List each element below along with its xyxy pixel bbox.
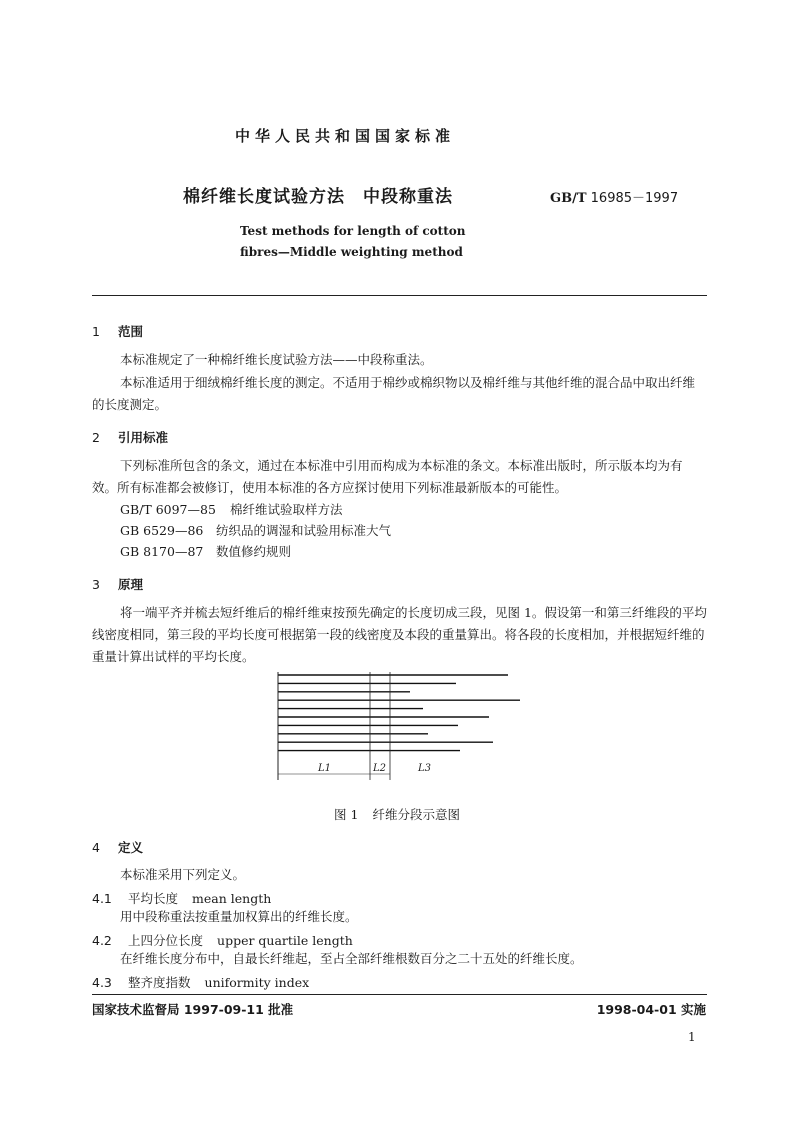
section-4-paragraph-1: 本标准采用下列定义。 — [120, 867, 246, 882]
definition-desc: 在纤维长度分布中，自最长纤维起，至占全部纤维根数百分之二十五处的纤维长度。 — [120, 951, 583, 966]
document-title-en-line1: Test methods for length of cotton — [240, 224, 466, 238]
fibre-segment-diagram — [272, 668, 532, 784]
header-divider — [92, 295, 707, 296]
approval-note: 国家技术监督局 1997-09-11 批准 — [92, 1002, 294, 1017]
implementation-note: 1998-04-01 实施 — [596, 1002, 706, 1017]
section-1-paragraph-2: 本标准适用于细绒棉纤维长度的测定。不适用于棉纱或棉织物以及棉纤维与其他纤维的混合品中取出纤维的长度测定。 — [92, 375, 696, 412]
reference-item: GB 8170—87 数值修约规则 — [120, 544, 292, 559]
definition-term: 4.3 整齐度指数 uniformity index — [92, 975, 310, 990]
definition-term: 4.1 平均长度 mean length — [92, 891, 272, 906]
section-2-paragraph-1: 下列标准所包含的条文，通过在本标准中引用而构成为本标准的条文。本标准出版时，所示版本均为有效。所有标准都会被修订，使用本标准的各方应探讨使用下列标准最新版本的可能性。 — [92, 458, 683, 495]
section-1-heading: 1 范围 — [92, 324, 144, 339]
section-1-paragraph-1: 本标准规定了一种棉纤维长度试验方法——中段称重法。 — [120, 352, 433, 367]
standard-number: 16985－1997 — [590, 191, 679, 206]
reference-item: GB/T 6097—85 棉纤维试验取样方法 — [120, 502, 343, 517]
figure-caption: 图 1 纤维分段示意图 — [334, 807, 460, 822]
segment-label-l3: L3 — [418, 763, 432, 774]
section-3-heading: 3 原理 — [92, 577, 144, 592]
segment-label-l2: L2 — [373, 763, 387, 774]
document-title-zh: 棉纤维长度试验方法 中段称重法 — [183, 187, 453, 207]
definition-term: 4.2 上四分位长度 upper quartile length — [92, 933, 353, 948]
section-4-heading: 4 定义 — [92, 840, 144, 855]
reference-item: GB 6529—86 纺织品的调湿和试验用标准大气 — [120, 523, 392, 538]
page-number: 1 — [688, 1030, 696, 1044]
segment-label-l1: L1 — [318, 763, 332, 774]
document-title-en-line2: fibres—Middle weighting method — [240, 245, 463, 259]
standard-prefix: GB/T — [550, 191, 587, 206]
section-3-paragraph-1: 将一端平齐并梳去短纤维后的棉纤维束按预先确定的长度切成三段，见图 1。假设第一和第三纤维段的平均线密度相同，第三段的平均长度可根据第一段的线密度及本段的重量算出。将各段的长度相加，并根据短纤维的重量计算出试样的平均长度。 — [92, 605, 707, 664]
section-2-heading: 2 引用标准 — [92, 430, 169, 445]
definition-desc: 用中段称重法按重量加权算出的纤维长度。 — [120, 909, 358, 924]
issuing-authority: 中华人民共和国国家标准 — [234, 127, 455, 145]
fibre-lines — [278, 675, 520, 751]
footer-divider — [92, 994, 707, 995]
standard-code — [550, 187, 678, 206]
